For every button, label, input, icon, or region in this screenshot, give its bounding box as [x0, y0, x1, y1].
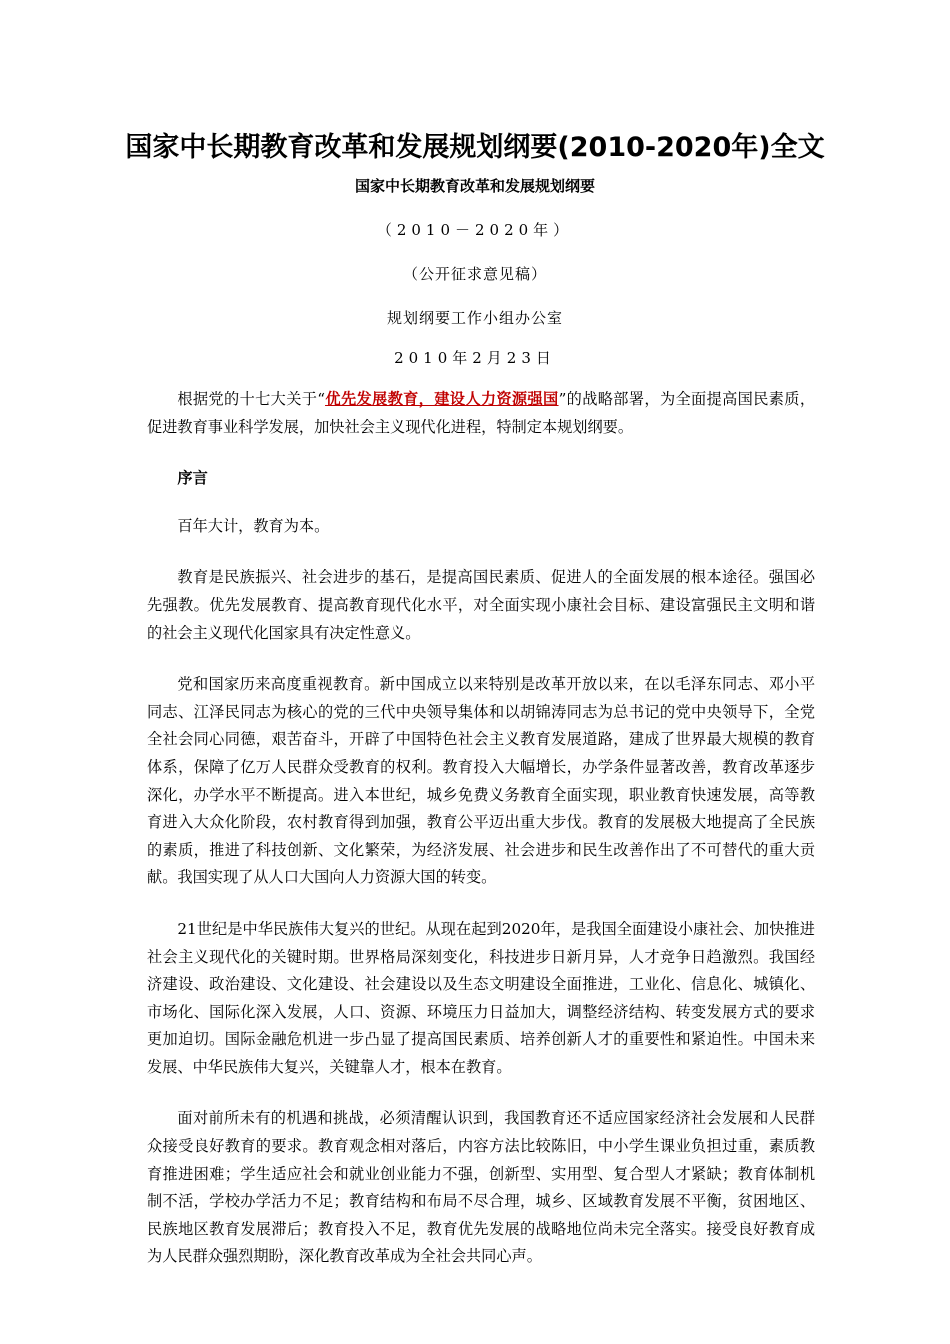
- section-heading-preface: 序言: [177, 469, 208, 488]
- intro-text-after: ”的战略部署，为全面提高国民素质，促进教育事业科学发展，加快社会主义现代化进程，特制定本规划纲要。: [147, 390, 816, 436]
- year-range: （2010－2020年）: [376, 221, 574, 239]
- intro-text-before: 根据党的十七大关于“: [177, 390, 326, 408]
- paragraph: 党和国家历来高度重视教育。新中国成立以来特别是改革开放以来，在以毛泽东同志、邓小平同志、江泽民同志为核心的党的三代中央领导集体和以胡锦涛同志为总书记的党中央领导下，全党全社会同心同德，艰苦奋斗，开辟了中国特色社会主义教育发展道路，建成了世界最大规模的教育体系，保障了亿万人民群众受教育的权利。教育投入大幅增长，办学条件显著改善，教育改革逐步深化，办学水平不断提高。进入本世纪，城乡免费义务教育全面实现，职业教育快速发展，高等教育进入大众化阶段，农村教育得到加强，教育公平迈出重大步伐。教育的发展极大地提高了全民族的素质，推进了科技创新、文化繁荣，为经济发展、社会进步和民生改善作出了不可替代的重大贡献。我国实现了从人口大国向人力资源大国的转变。: [147, 675, 815, 887]
- paragraph: 百年大计，教育为本。: [177, 516, 330, 535]
- highlight-link[interactable]: 优先发展教育，建设人力资源强国: [325, 390, 559, 408]
- main-title: 国家中长期教育改革和发展规划纲要(2010-2020年)全文: [125, 132, 825, 163]
- body-text: [147, 386, 815, 1295]
- intro-paragraph: [147, 386, 815, 441]
- paragraph: 教育是民族振兴、社会进步的基石，是提高国民素质、促进人的全面发展的根本途径。强国必先强教。优先发展教育、提高教育现代化水平，对全面实现小康社会目标、建设富强民主文明和谐的社会主义现代化国家具有决定性意义。: [147, 568, 815, 642]
- paragraph: 21世纪是中华民族伟大复兴的世纪。从现在起到2020年，是我国全面建设小康社会、加快推进社会主义现代化的关键时期。世界格局深刻变化，科技进步日新月异，人才竞争日趋激烈。我国经济建设、政治建设、文化建设、社会建设以及生态文明建设全面推进，工业化、信息化、城镇化、市场化、国际化深入发展，人口、资源、环境压力日益加大，调整经济结构、转变发展方式的要求更加迫切。国际金融危机进一步凸显了提高国民素质、培养创新人才的重要性和紧迫性。中国未来发展、中华民族伟大复兴，关键靠人才，根本在教育。: [147, 919, 815, 1076]
- sub-title: 国家中长期教育改革和发展规划纲要: [354, 177, 595, 195]
- issuing-office: 规划纲要工作小组办公室: [386, 309, 563, 327]
- draft-note: （公开征求意见稿）: [402, 265, 547, 283]
- issue-date: 2010年2月23日: [394, 349, 556, 367]
- paragraph: 面对前所未有的机遇和挑战，必须清醒认识到，我国教育还不适应国家经济社会发展和人民群众接受良好教育的要求。教育观念相对落后，内容方法比较陈旧，中小学生课业负担过重，素质教育推进困难；学生适应社会和就业创业能力不强，创新型、实用型、复合型人才紧缺；教育体制机制不活，学校办学活力不足；教育结构和布局不尽合理，城乡、区域教育发展不平衡，贫困地区、民族地区教育发展滞后；教育投入不足，教育优先发展的战略地位尚未完全落实。接受良好教育成为人民群众强烈期盼，深化教育改革成为全社会共同心声。: [147, 1109, 815, 1266]
